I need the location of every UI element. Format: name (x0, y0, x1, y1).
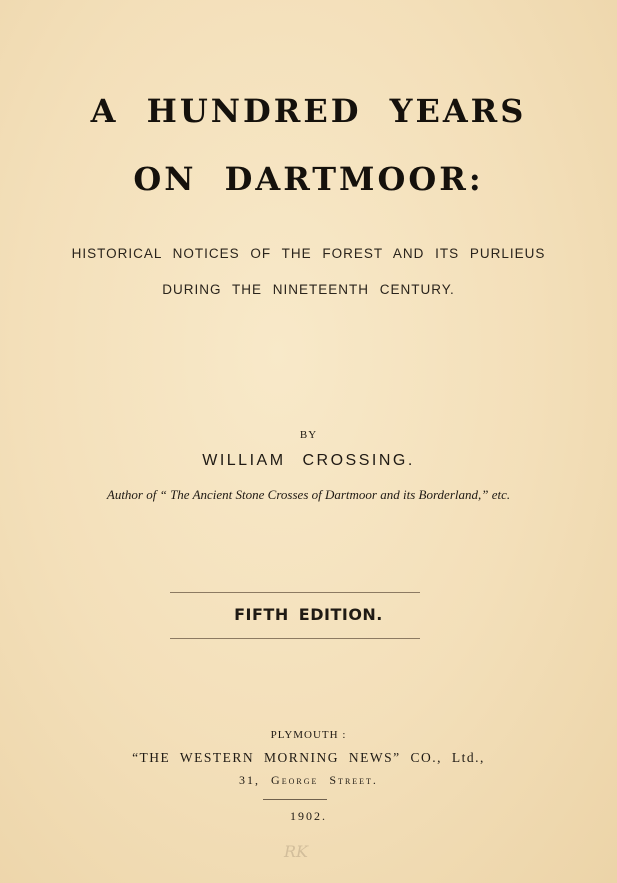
subtitle-line-1: HISTORICAL NOTICES OF THE FOREST AND ITS PURLIEUS (71, 246, 546, 261)
edition-rule-bottom (170, 638, 420, 639)
book-title-line-2: ON DARTMOOR: (133, 160, 484, 198)
subtitle-line-2: DURING THE NINETEENTH CENTURY. (162, 282, 455, 297)
publisher-address: 31, George Street. (239, 773, 378, 787)
by-label: BY (299, 429, 318, 441)
publisher-name: “THE WESTERN MORNING NEWS” CO., Ltd., (132, 750, 485, 765)
edition-rule-top (170, 592, 420, 593)
library-stamp-mark: RK (284, 842, 308, 861)
publication-year: 1902. (290, 809, 327, 823)
edition-label: FIFTH EDITION. (234, 605, 383, 624)
author-name: WILLIAM CROSSING. (202, 452, 415, 469)
publisher-city: PLYMOUTH : (270, 729, 347, 741)
book-title-line-1: A HUNDRED YEARS (90, 92, 527, 130)
year-rule (263, 799, 327, 800)
author-credentials: Author of “ The Ancient Stone Crosses of Dartmoor and its Borderland,” etc. (106, 487, 511, 502)
